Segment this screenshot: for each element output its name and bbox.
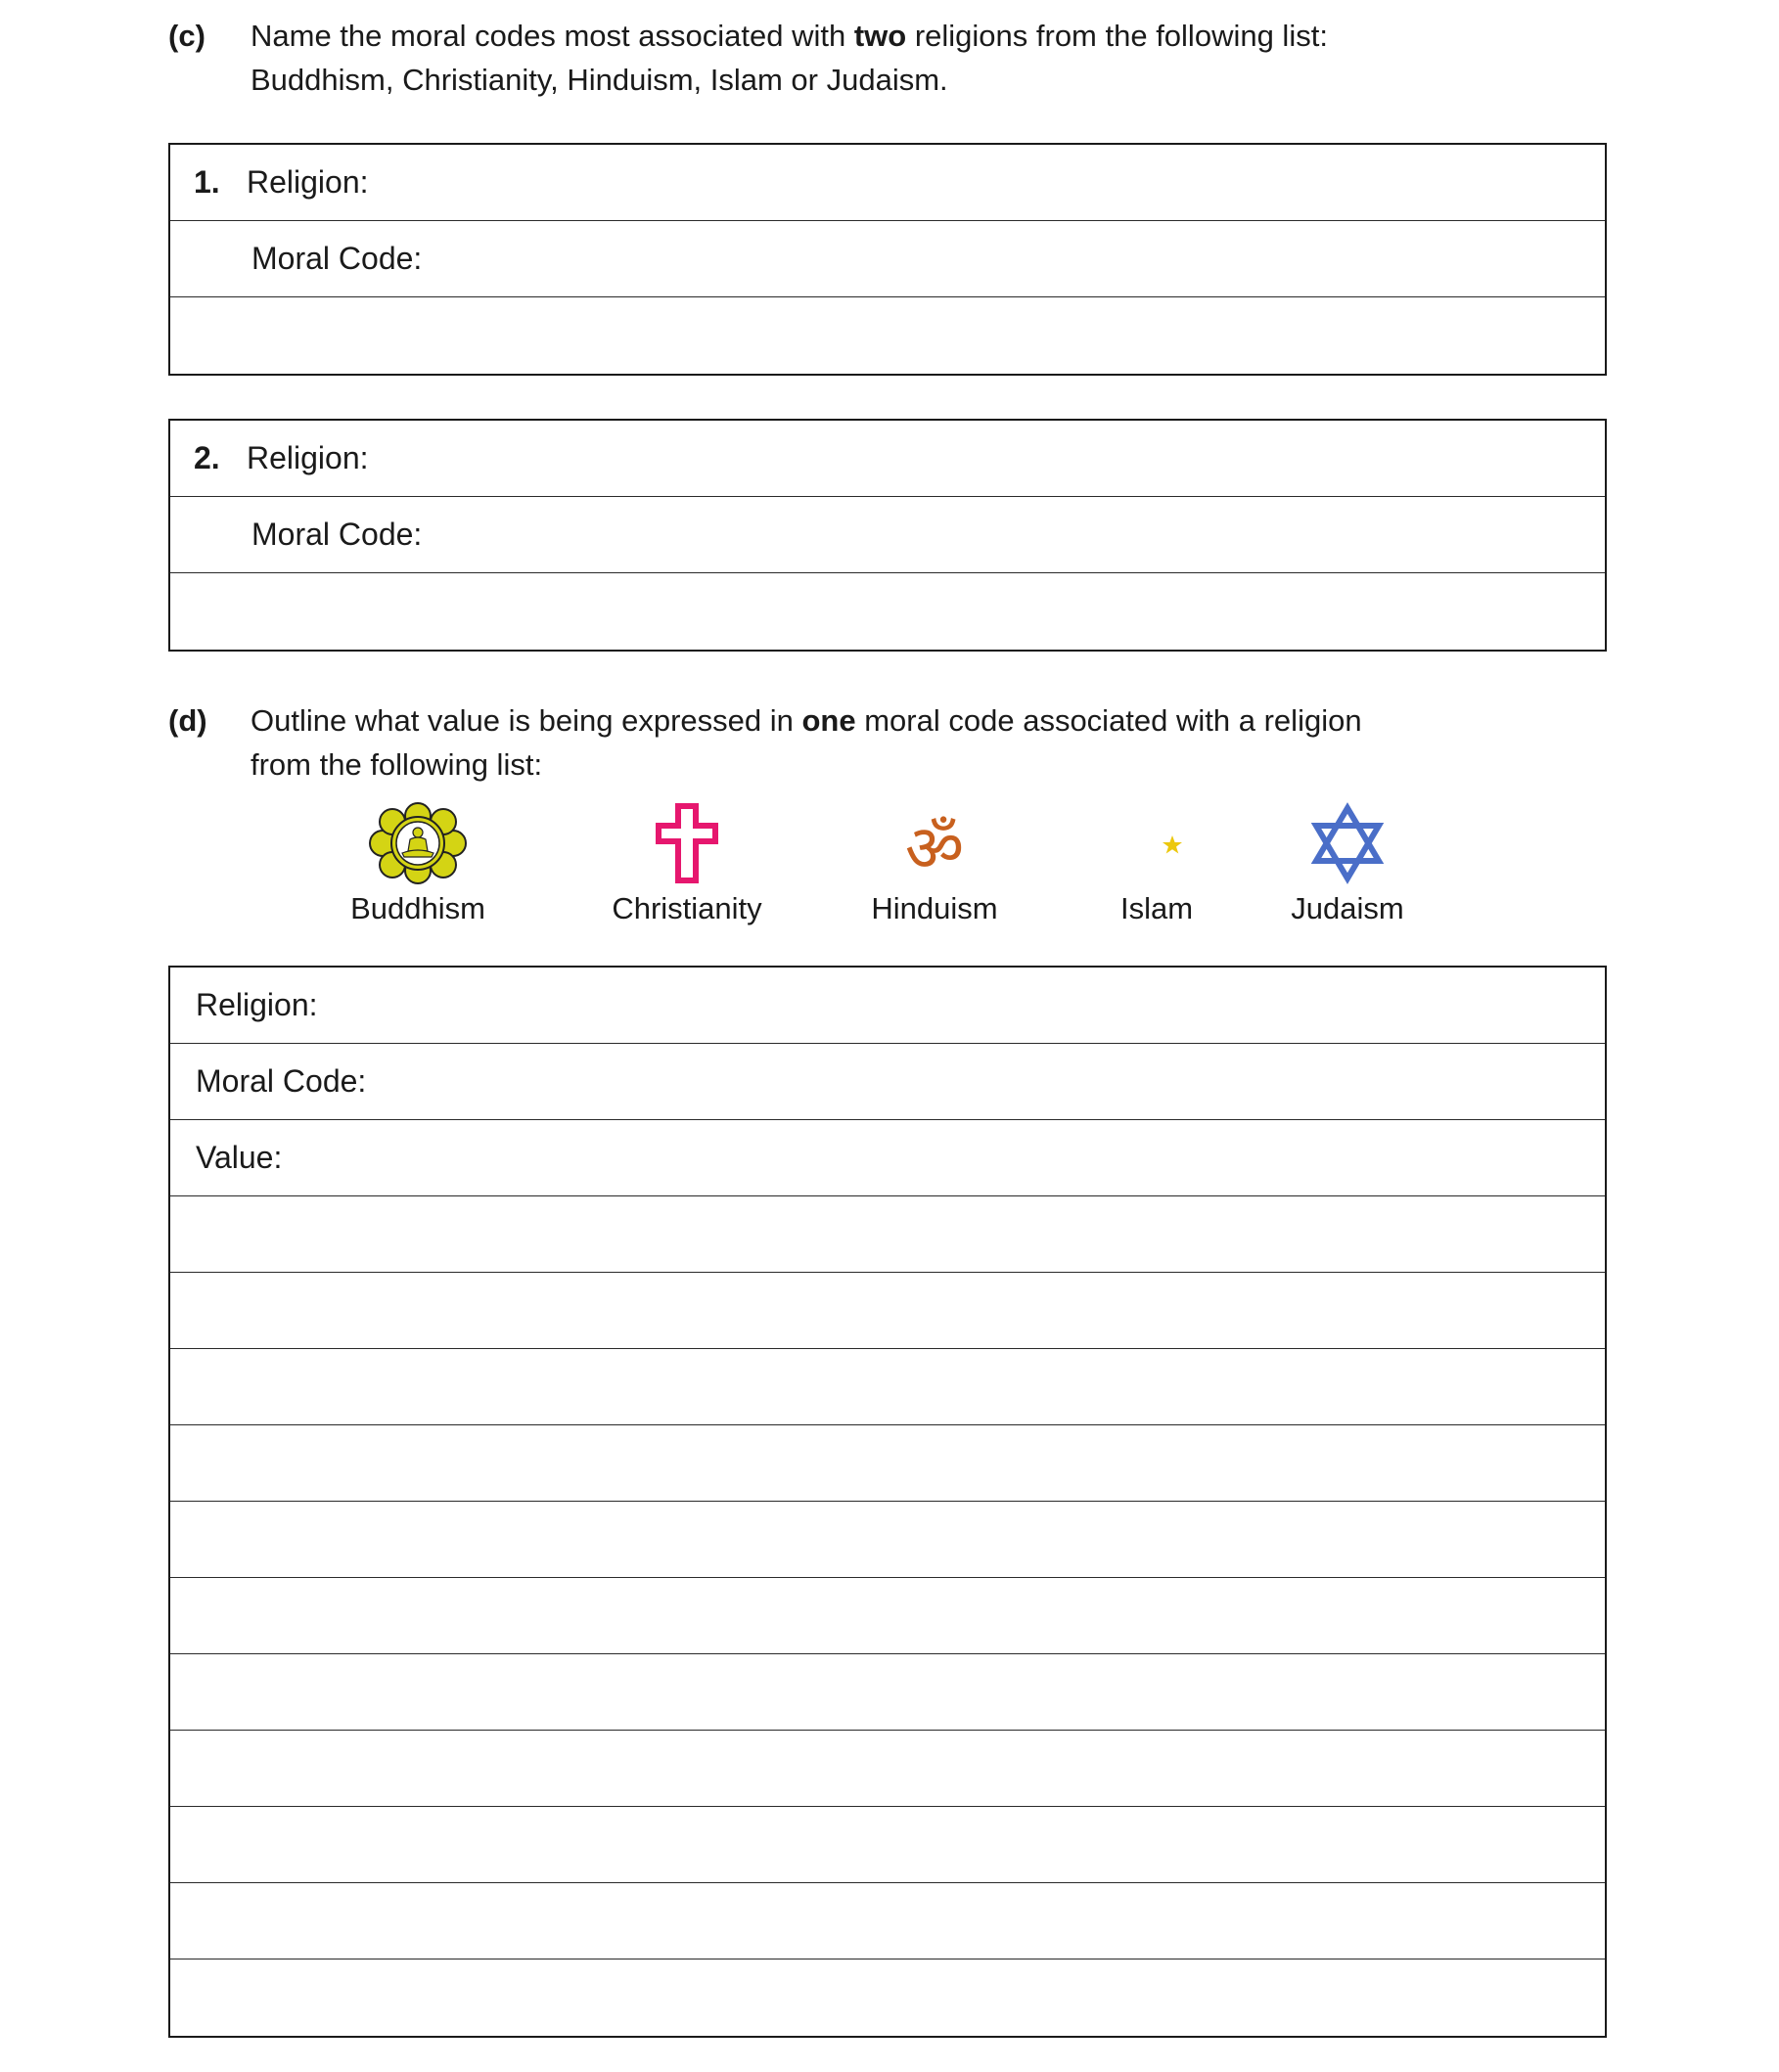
- religion-label-3: Religion:: [196, 987, 318, 1022]
- answer-number-1: 1.: [194, 164, 220, 200]
- answer-line[interactable]: [170, 1807, 1605, 1883]
- religion-label-1: Religion:: [247, 164, 369, 200]
- question-d-text-post: moral code associated with a religion: [855, 703, 1362, 738]
- religion-name-judaism: Judaism: [1291, 891, 1404, 925]
- religion-row-3[interactable]: [170, 968, 1605, 1044]
- moral-code-row-1[interactable]: [170, 221, 1605, 297]
- answer-line[interactable]: [170, 1196, 1605, 1273]
- answer-line[interactable]: [170, 1959, 1605, 2036]
- question-c-text-bold: two: [853, 19, 907, 53]
- question-d-label: (d): [168, 703, 207, 738]
- cross-icon: [653, 802, 721, 884]
- answer-line[interactable]: [170, 1731, 1605, 1807]
- answer-line[interactable]: [170, 1349, 1605, 1425]
- star-of-david-icon: [1308, 802, 1387, 884]
- religion-name-islam: Islam: [1119, 891, 1194, 925]
- answer-box-2: [168, 419, 1607, 652]
- question-c-text-pre: Name the moral codes most associated with: [251, 19, 854, 53]
- question-d-text-line2: from the following list:: [251, 747, 543, 782]
- answer-box-3: [168, 966, 1607, 2038]
- moral-code-row-2[interactable]: [170, 497, 1605, 573]
- answer-box-1: [168, 143, 1607, 376]
- moral-code-label-2: Moral Code:: [251, 517, 423, 552]
- answer-line[interactable]: [170, 1578, 1605, 1654]
- religion-name-buddhism: Buddhism: [350, 891, 485, 925]
- answer-number-2: 2.: [194, 440, 220, 475]
- crescent-star-icon: [1118, 802, 1196, 884]
- question-c-text-post: religions from the following list:: [906, 19, 1328, 53]
- answer-line[interactable]: [170, 1654, 1605, 1731]
- moral-code-label-1: Moral Code:: [251, 241, 423, 276]
- moral-code-row-3[interactable]: [170, 1044, 1605, 1120]
- question-d-text: [251, 698, 1640, 787]
- answer-line[interactable]: [170, 1425, 1605, 1502]
- value-label-3: Value:: [196, 1140, 283, 1175]
- religion-row-1[interactable]: [170, 145, 1605, 221]
- religion-name-christianity: Christianity: [612, 891, 762, 925]
- question-c-text-line2: Buddhism, Christianity, Hinduism, Islam or Judaism.: [251, 63, 948, 97]
- answer-line-2[interactable]: [170, 573, 1605, 650]
- answer-line-1[interactable]: [170, 297, 1605, 374]
- answer-line[interactable]: [170, 1502, 1605, 1578]
- religion-hinduism: [807, 802, 1062, 925]
- answer-line[interactable]: [170, 1273, 1605, 1349]
- religion-buddhism: [291, 802, 545, 925]
- religion-christianity: [560, 802, 814, 925]
- religion-judaism: [1220, 802, 1475, 925]
- question-c-label: (c): [168, 19, 205, 53]
- moral-code-label-3: Moral Code:: [196, 1063, 367, 1099]
- religion-label-2: Religion:: [247, 440, 369, 475]
- question-c-text: [251, 14, 1640, 102]
- om-icon: [895, 802, 974, 884]
- dharma-lotus-icon: [367, 802, 469, 884]
- svg-text:ॐ: ॐ: [904, 811, 965, 884]
- religion-row-2[interactable]: [170, 421, 1605, 497]
- question-d-text-bold: one: [801, 703, 856, 738]
- value-row-3[interactable]: [170, 1120, 1605, 1196]
- question-d-text-pre: Outline what value is being expressed in: [251, 703, 802, 738]
- religion-name-hinduism: Hinduism: [871, 891, 998, 925]
- answer-line[interactable]: [170, 1883, 1605, 1959]
